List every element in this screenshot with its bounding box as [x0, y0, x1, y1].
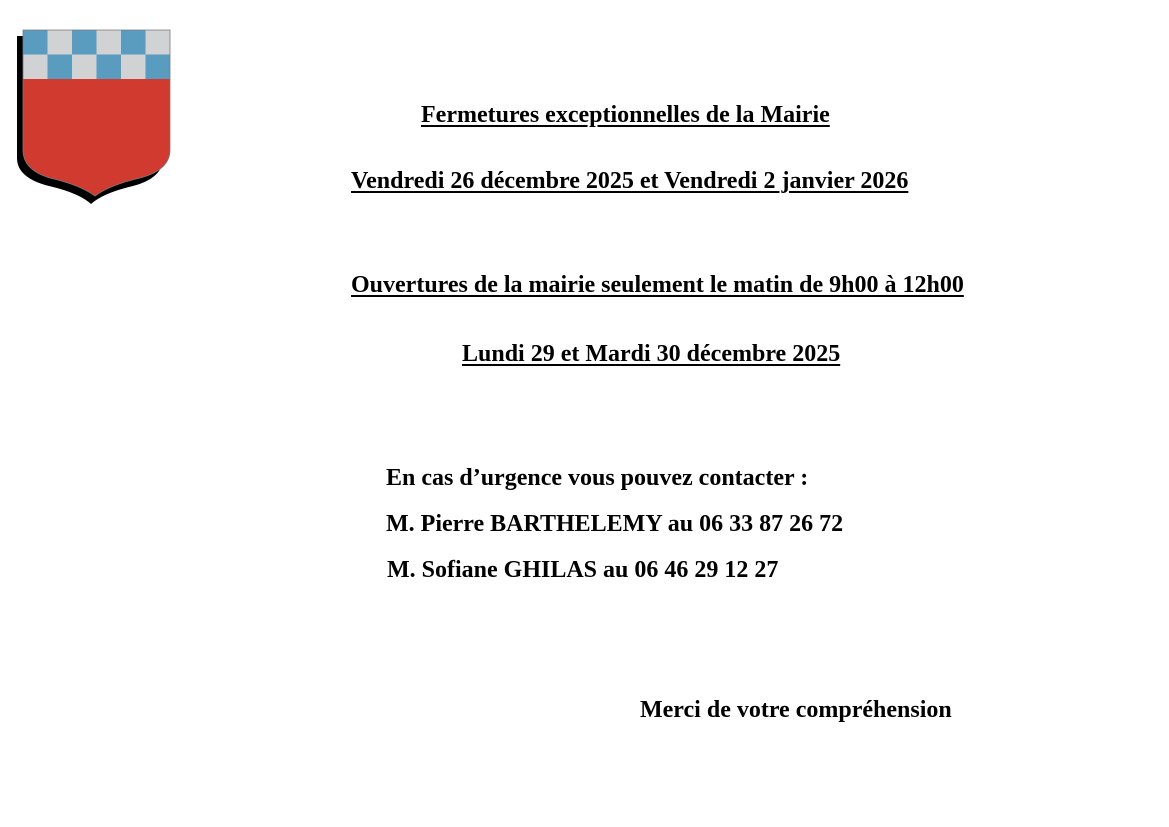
notice-title: Fermetures exceptionnelles de la Mairie [421, 102, 830, 128]
morning-opening-heading: Ouvertures de la mairie seulement le matin de 9h00 à 12h00 [351, 272, 964, 298]
closure-dates: Vendredi 26 décembre 2025 et Vendredi 2 janvier 2026 [351, 168, 909, 194]
emergency-contact-1: M. Pierre BARTHELEMY au 06 33 87 26 72 [386, 511, 844, 537]
coat-of-arms-icon [15, 28, 173, 206]
emergency-intro: En cas d’urgence vous pouvez contacter : [386, 465, 809, 491]
crest-checker-chief [23, 30, 170, 79]
morning-opening-dates: Lundi 29 et Mardi 30 décembre 2025 [462, 341, 841, 367]
closing-message: Merci de votre compréhension [640, 697, 952, 723]
emergency-contact-2: M. Sofiane GHILAS au 06 46 29 12 27 [387, 557, 779, 583]
